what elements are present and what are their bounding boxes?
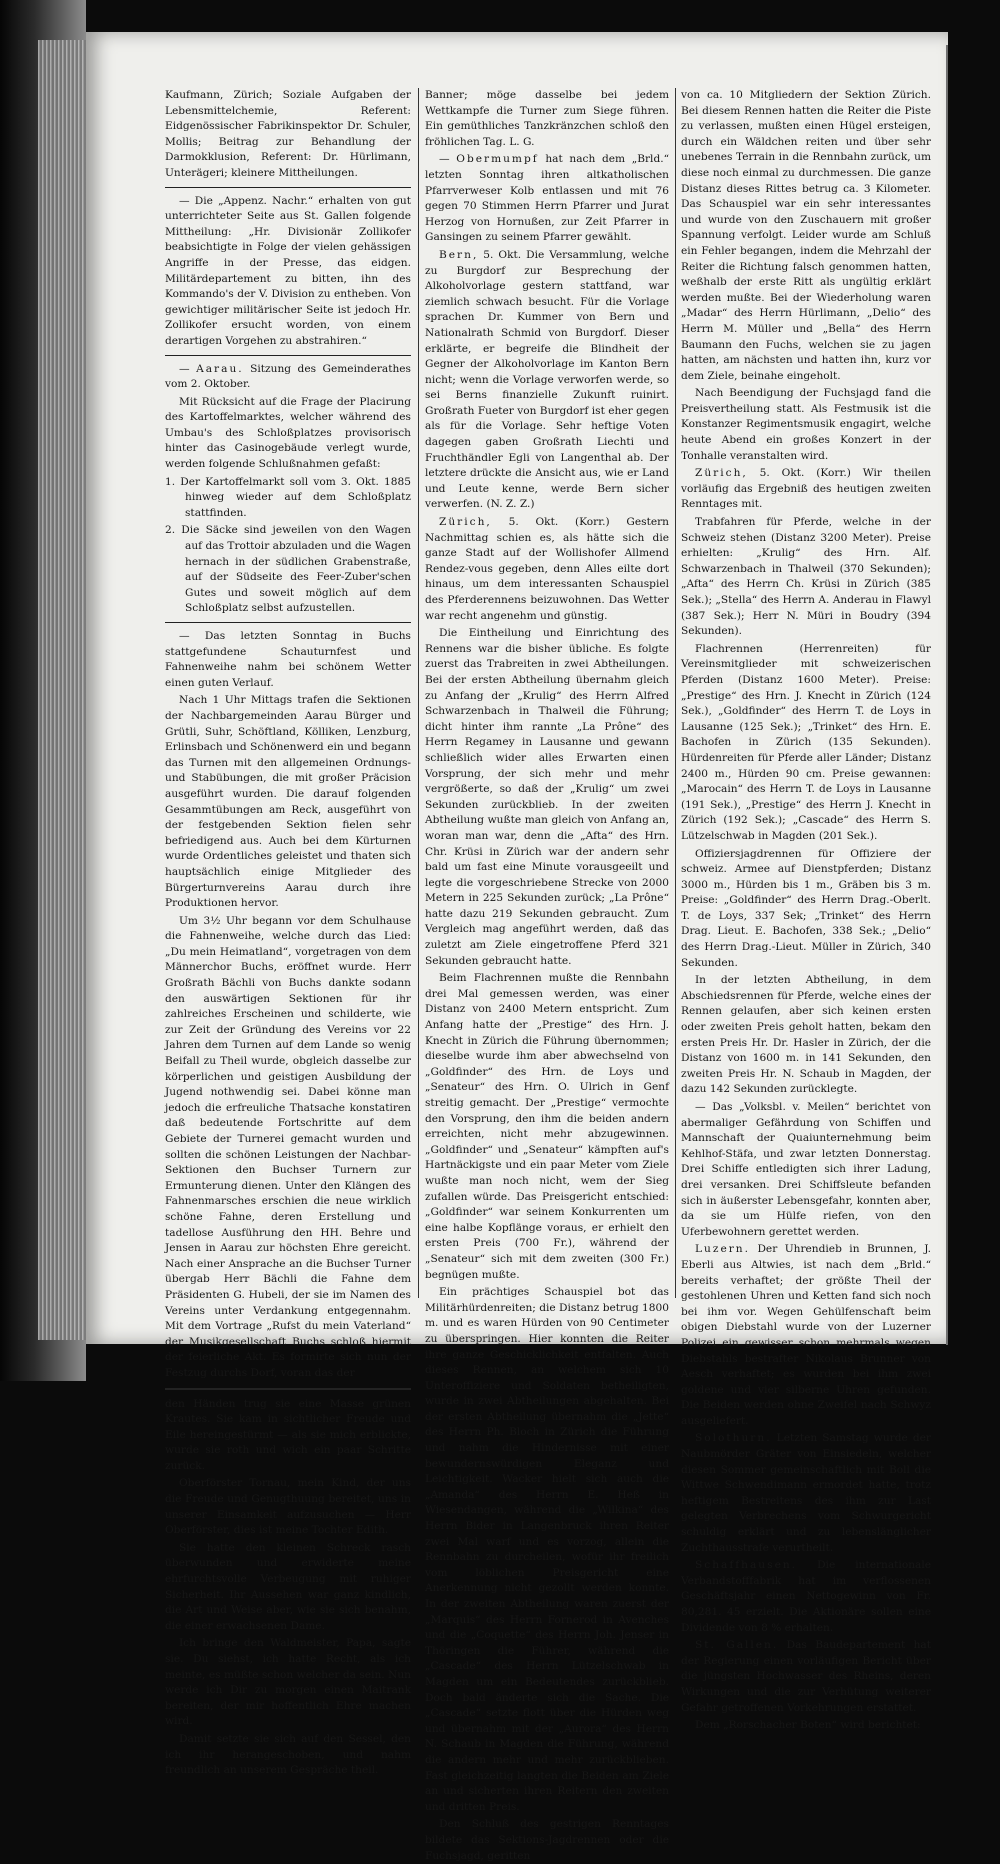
article-text: Den Schluß des gestrigen Renntages bildete das Sektions-Jagdrennen oder die Fuchsjagd, geritten: [425, 1818, 669, 1862]
feuilleton-text: Ich bringe den Waldmeister, Papa, sagte sie. Du siehst, ich hatte Recht, als ich meinte, es müßte schon welcher da sein. Nun werde ich Dir zu morgen einen Maitrank bereiten, der mir hoffentlich Ehre machen wird.: [165, 1637, 411, 1728]
article-text: Sitzung des Gemeinderathes vom 2. Oktober.: [165, 362, 411, 391]
article-text: — Die „Appenz. Nachr.“ erhalten von gut unterrichteter Seite aus St. Gallen folgende Mittheilung: „Hr. Divisionär Zollikofer beabsichtigte in Folge der vielen gehässigen Angriffe in der Presse, das eidgen. Militärdepartement zu bitten, ihn des Kommando's der V. Division zu entheben. Von gewichtiger militärischer Seite ist jedoch Hr. Zollikofer ersucht worden, von einem derartigen Vorgehen zu abstrahiren.“: [165, 194, 411, 347]
scan-background: [948, 0, 1000, 1381]
article-text: Der Uhrendieb in Brunnen, J. Eberli aus Altwies, ist nach dem „Brld.“ bereits verhaftet; der größte Theil der gestohlenen Uhren und Ketten fand sich noch bei ihm vor. Wegen Gehülfenschaft beim obigen Diebstahl wurde von der Luzerner Polizei ein gewisser schon mehrmals wegen Diebstahls bestrafter Nikolaus Brunner von Aesch verhaftet; es wurden bei ihm zwei goldene und vier silberne Uhren gefunden. Die Beiden werden ohne Zweifel nach Schwyz ausgeliefert.: [681, 1243, 931, 1427]
article-text: 5. Okt. Die Versammlung, welche zu Burgdorf zur Besprechung der Alkoholvorlage gestern stattfand, war ziemlich schwach besucht. Für die Vorlage sprachen Dr. Kummer von Bern und Nationalrath Schmid von Burgdorf. Dieser erklärte, er begreife die Blindheit der Gegner der Alkoholvorlage im Kanton Bern nicht; wenn die Vorlage verworfen werde, so sei Berns finanzielle Zukunft ruinirt. Großrath Fueter von Burgdorf ist eher gegen als für die Vorlage. Sehr heftige Voten dagegen gaben Großrath Liechti und Fruchthändler Egli von Langenthal ab. Der letztere drückte die Ansicht aus, wie er Land und Leute kenne, werde Bern sicher verwerfen. (N. Z. Z.): [425, 248, 669, 511]
divider: [165, 187, 411, 188]
feuilleton-text: den Händen trug sie eine Masse grünen Krautes. Sie kam in sichtlicher Freude und Eile hereingestürmt — als sie mich erblickte, wurde sie roth und wich ein paar Schritte zurück.: [165, 1397, 411, 1472]
article-text: von ca. 10 Mitgliedern der Sektion Zürich. Bei diesem Rennen hatten die Reiter die Piste zu verlassen, mußten einen Hügel ersteigen, durch ein Wäldchen reiten und über sehr unebenes Terrain in die Rennbahn zurück, um diese noch einmal zu durchmessen. Die ganze Distanz dieses Rittes betrug ca. 3 Kilometer. Das Schauspiel war ein sehr interessantes und wurde von den Zuschauern mit großer Spannung verfolgt. Leider wurde am Schluß ein Fehler begangen, indem die Mehrzahl der Reiter die Richtung falsch genommen hatten, weßhalb der erste Ritt als ungültig erklärt werden mußte. Bei der Wiederholung waren „Madar“ des Herrn Hürlimann, „Delio“ des Herrn M. Müller und „Bella“ des Herrn Baumann den Fuchs, welchen sie zu jagen hatten, am nächsten und hatten ihn, kurz vor dem Ziele, beinahe eingeholt.: [681, 89, 931, 382]
article-text: Dem „Rorschacher Boten“ wird berichtet:: [695, 1719, 921, 1732]
divider: [165, 355, 411, 356]
place-name: Obermumpf: [456, 153, 539, 166]
article-text: Beim Flachrennen mußte die Rennbahn drei Mal gemessen werden, was einer Distanz von 2400 Metern entspricht. Zum Anfang hatte der „Prestige“ des Hrn. J. Knecht in Zürich die Führung übernommen; dieselbe wurde ihm aber abwechselnd von „Goldfinder“ des Hrn. de Loys und „Senateur“ des Hrn. O. Ulrich in Genf streitig gemacht. Der „Prestige“ vermochte den Vorsprung, den ihm die beiden andern erreichten, nicht mehr abzugewinnen. „Goldfinder“ und „Senateur“ kämpften auf's Hartnäckigste und ein paar Meter vom Ziele wußte man noch nicht, wem der Sieg zufallen würde. Das Preisgericht entschied: „Goldfinder“ war seinem Konkurrenten um eine halbe Kopflänge voraus, er erhielt den ersten Preis (700 Fr.), während der „Senateur“ sich mit dem zweiten (300 Fr.) begnügen mußte.: [425, 972, 669, 1281]
divider: [165, 622, 411, 623]
place-name: Bern,: [439, 248, 479, 261]
column-rule-2: [675, 88, 676, 1298]
feuilleton-divider: [165, 1388, 411, 1390]
list-item: 2. Die Säcke sind jeweilen von den Wagen auf das Trottoir abzuladen und die Wagen hernach in der südlichen Grabenstraße, auf der Südseite des Feer-Zuber'schen Gutes und soweit möglich auf dem Schloßplatz selbst aufzustellen.: [165, 524, 411, 615]
article-text: Letzten Samstag wurde der Naubmörder Gräter von Einsiedeln, welcher diesen Sommer gemeinschaftlich mit Boll die Wittwe Schwendimann ermordet hatte, trotz heftigem Bestreitens des ihm zur Last gelegten Verbrechens vom Schwurgericht schuldig erklärt und zu lebenslänglicher Zuchthausstrafe verurtheilt.: [681, 1432, 931, 1554]
article-heading: [681, 1242, 931, 1429]
article-heading: [425, 515, 669, 624]
place-name: Luzern.: [695, 1243, 750, 1256]
feuilleton-text: Damit setzte sie sich auf den Sessel, den ich ihr herangeschoben, und nahm freundlich an unserem Gespräche theil.: [165, 1732, 411, 1777]
article-text: hat nach dem „Brld.“ letzten Sonntag ihren altkatholischen Pfarrverweser Kolb entlassen und mit 76 gegen 70 Stimmen Herrn Pfarrer und Jurat Herzog von Hornußen, zur Zeit Pfarrer in Gansingen zu seinem Pfarrer gewählt.: [425, 153, 670, 244]
article-text: — Das „Volksbl. v. Meilen“ berichtet von abermaliger Gefährdung von Schiffen und Mannschaft der Quaiunternehmung beim Kehlhof-Stäfa, und zwar letzten Donnerstag. Drei Schiffe entledigten sich ihrer Ladung, drei versanken. Drei Schiffsleute befanden sich in äußerster Lebensgefahr, konnten aber, da sie um Hülfe riefen, von den Uferbewohnern gerettet werden.: [681, 1101, 931, 1238]
article-text: Trabfahren für Pferde, welche in der Schweiz stehen (Distanz 3200 Meter). Preise erhielten: „Krulig“ des Hrn. Alf. Schwarzenbach in Thalweil (370 Sekunden); „Afta“ des Herrn Ch. Krüsi in Zürich (385 Sek.); „Stella“ des Herrn A. Anderau in Flawyl (387 Sek.); Herr N. Müri in Boudry (394 Sekunden).: [681, 516, 931, 638]
column-2: [425, 88, 670, 1862]
place-name: Schaffhausen.: [695, 1559, 798, 1572]
column-1: [165, 88, 411, 1777]
list-item: 1. Der Kartoffelmarkt soll vom 3. Okt. 1885 hinweg wieder auf dem Schloßplatz stattfinden.: [165, 475, 411, 519]
feuilleton-text: Oberförster Tornau, mein Kind, der uns die Freude und Genugthuung bereitet, uns in unserer Einsamkeit aufzusuchen — Herr Oberförster, dies ist meine Tochter Edith.: [165, 1477, 411, 1537]
article-text: Offiziersjagdrennen für Offiziere der schweiz. Armee auf Dienstpferden; Distanz 3000 m., Hürden bis 1 m., Gräben bis 3 m. Preise: „Goldfinder“ des Herrn Drag.-Oberlt. T. de Loys, 337 Sek; „Trinket“ des Herrn Drag. Lieut. E. Bachofen, 338 Sek.; „Delio“ des Herrn Drag.-Lieut. Müller in Zürich, 340 Sekunden.: [681, 847, 931, 969]
place-name: Zürich,: [439, 516, 492, 529]
article-text: Die internationale Verbandstofffabrik hat im verflossenen Geschäftsjahr einen Nettogewinn von Fr. 80,281. 45 erzielt. Die Aktionäre sollen eine Dividende von 8 % erhalten.: [681, 1559, 931, 1634]
book-spine: [0, 0, 86, 1381]
page-edges: [38, 40, 86, 1340]
article-text: 5. Okt. (Korr.) Gestern Nachmittag schien es, als hätte sich die ganze Stadt auf der Wollishofer Allmend Rendez-vous gegeben, denn Alles eilte dort hinaus, um dem interessanten Schauspiel des Pferderennens beizuwohnen. Das Wetter war recht angenehm und günstig.: [425, 516, 669, 622]
article-heading: [425, 248, 669, 513]
article-text: In der letzten Abtheilung, in dem Abschiedsrennen für Pferde, welche eines der Rennen gelaufen, aber sich keinen ersten oder zweiten Preis geholt hatten, bekam den ersten Preis Hr. Dr. Hasler in Zürich, der die Distanz von 1600 m. in 141 Sekunden, den zweiten Preis Hr. N. Schaub in Magden, der dazu 142 Sekunden zurücklegte.: [681, 974, 931, 1096]
place-name: St. Gallen.: [695, 1639, 779, 1652]
place-name: Solothurn.: [695, 1432, 772, 1445]
article-heading: — Aarau. Sitzung des Gemeinderathes vom 2. Oktober.: [165, 362, 411, 391]
article-text: Mit Rücksicht auf die Frage der Placirung des Kartoffelmarktes, welcher während des Umbau's des Schloßplatzes provisorisch hinter das Casinogebäude verlegt wurde, werden folgende Schlußnahmen gefaßt:: [165, 395, 411, 471]
article-text: Ein prächtiges Schauspiel bot das Militärhürdenreiten; die Distanz betrug 1800 m. und es waren Hürden von 90 Centimeter zu überspringen. Hier konnten die Reiter ihre ganze Geschicklichkeit entfalten. Auch dieses Rennen, an welchem sich 10 Unteroffiziere und Soldaten betheiligten, wurde in zwei Abtheilungen abgehalten. Bei der ersten Abtheilung übernahm die „Jette“ des Herrn Ph. Bloch in Zürich die Führung und nahm die Hindernisse mit einer bewundernswürdigen Eleganz und Leichtigkeit. Wacker hielt sich auch die „Amanda“ des Herrn E. Heß in Wiesendangen, während die „Wilkina“ des Herrn Bider in Langenbruck ihren Reiter zwei Mal warf und es vorzog, allein die Rennbahn zu durcheilen, wofür ihr freilich vom löblichen Preisgericht eine Anerkennung nicht gezollt werden konnte. In der zweiten Abtheilung waren zuerst der „Marquis“ des Herrn Fornerod in Avenches und die „Coquette“ des Herrn Joh. Jenser in Thöringen die Führer, während die „Cascade“ des Herrn Lützelschwab in Magden um ein Bedeutendes zurückblieb. Doch bald änderte sich die Sache. Die „Cascade“ setzte flott über die Hürden weg und übernahm mit der „Aurora“ des Herrn N. Schaub in Magden die Führung, während die andern mehr und mehr zurückblieben. Fast gleichzeitig langten die Beiden am Ziele an und sicherten ihren Reitern den zweiten und dritten Preis.: [425, 1286, 670, 1813]
article-heading: [681, 1638, 931, 1716]
article-text: Um 3½ Uhr begann vor dem Schulhause die Fahnenweihe, welche durch das Lied: „Du mein Heimatland“, vorgetragen von dem Männerchor Buchs, eröffnet wurde. Herr Großrath Bächli von Buchs dankte sodann den auswärtigen Sektionen für ihr zahlreiches Erscheinen und schilderte, wie zur Zeit der Gründung des Vereins vor 22 Jahren dem Turnen auf dem Lande so wenig Beifall zu Theil wurde, obgleich dasselbe zur körperlichen und geistigen Ausbildung der Jugend nothwendig sei. Dabei könne man jedoch die erfreuliche Thatsache konstatiren daß bedeutende Fortschritte auf dem Gebiete der Turnerei gemacht wurden und sollten die schönen Leistungen der Nachbar-Sektionen den Buchser Turnern zur Ermunterung dienen. Unter den Klängen des Fahnenmarsches erschien die neue wirklich schöne Fahne, deren Erstellung und tadellose Ausführung den HH. Behre und Jensen in Aarau zur höchsten Ehre gereicht. Nach einer Ansprache an die Buchser Turner übergab Herr Bächli die Fahne dem Präsidenten G. Hubeli, der sie im Namen des Vereins unter Verdankung entgegennahm. Mit dem Vortrage „Rufst du mein Vaterland“ der Musikgesellschaft Buchs schloß hiermit der feierliche Akt. Es formirte sich nun der Festzug durchs Dorf, voran das der: [165, 914, 411, 1379]
article-text: 5. Okt. (Korr.) Wir theilen vorläufig das Ergebniß des heutigen zweiten Renntages mit.: [681, 467, 931, 511]
column-3: [681, 88, 932, 1732]
place-name: Aarau.: [196, 362, 244, 375]
feuilleton-text: Sie hatte den kleinen Schreck rasch überwunden und erwiderte meine ehrfurchtsvolle Verbeugung mit ruhiger Sicherheit. Ihr Aussehen war ganz kindlich, die Art und Weise aber, wie sie sich benahm, die einer erwachsenen Dame.: [165, 1541, 411, 1632]
article-text: Das Baudepartement hat der Regierung einen vorläufigen Bericht über die jüngsten Hochwasser des Rheins, deren Wirkungen und die zur Verhütung weiterer Gefahr getroffenen Vorkehrungen erstattet.: [681, 1639, 932, 1714]
column-rule-1: [418, 88, 419, 1298]
article-heading: [681, 466, 931, 513]
article-text: Die Eintheilung und Einrichtung des Rennens war die bisher übliche. Es folgte zuerst das Trabreiten in zwei Abtheilungen. Bei der ersten Abtheilung übernahm gleich zu Anfang der „Krulig“ des Herrn Alfred Schwarzenbach in Thalweil die Führung; dicht hinter ihm rannte „La Prône“ des Herrn Regamey in Lausanne und gewann schließlich wider alles Erwarten einen Vorsprung, der sich mehr und mehr vergrößerte, so daß der „Krulig“ um zwei Sekunden zurückblieb. In der zweiten Abtheilung wußte man gleich von Anfang an, woran man war, denn die „Afta“ des Hrn. Chr. Krüsi in Zürich war der andern sehr bald um fast eine Minute vorausgeeilt und legte die vorgeschriebene Strecke von 2000 Metern in 225 Sekunden zurück; „La Prône“ hatte dazu 219 Sekunden gebraucht. Zum Vergleich mag angeführt werden, daß das zuletzt am Ziele eingetroffene Pferd 321 Sekunden gebraucht hatte.: [425, 627, 669, 967]
article-text: — Das letzten Sonntag in Buchs stattgefundene Schauturnfest und Fahnenweihe nahm bei schönem Wetter einen guten Verlauf.: [165, 630, 411, 689]
article-text: Nach 1 Uhr Mittags trafen die Sektionen der Nachbargemeinden Aarau Bürger und Grütli, Suhr, Schöftland, Kölliken, Lenzburg, Erlinsbach und Schönenwerd ein und begann das Turnen mit den allgemeinen Ordnungs- und Stabübungen, die mit großer Präcision ausgeführt wurden. Die darauf folgenden Gesammtübungen am Reck, ausgeführt von der festgebenden Sektion fielen sehr befriedigend aus. Auch bei dem Kürturnen wurde Ordentliches geleistet und thaten sich hauptsächlich einige Mitglieder des Bürgerturnvereins Aarau durch ihre Produktionen hervor.: [165, 694, 411, 910]
article-text: Nach Beendigung der Fuchsjagd fand die Preisvertheilung statt. Als Festmusik ist die Konstanzer Regimentsmusik engagirt, welche heute Abend ein großes Konzert in der Tonhalle veranstalten wird.: [681, 387, 931, 462]
article-text: Banner; möge dasselbe bei jedem Wettkampfe die Turner zum Siege führen. Ein gemüthliches Tanzkränzchen schloß den fröhlichen Tag. L. G.: [425, 89, 669, 148]
article-text: Flachrennen (Herrenreiten) für Vereinsmitglieder mit schweizerischen Pferden (Distanz 1600 Meter). Preise: „Prestige“ des Hrn. J. Knecht in Zürich (124 Sek.), „Goldfinder“ des Herrn T. de Loys in Lausanne (125 Sek.); „Trinket“ des Hrn. E. Bachofen in Zürich (135 Sekunden). Hürdenreiten für Pferde aller Länder; Distanz 2400 m., Hürden 90 cm. Preise gewannen: „Marocain“ des Herrn T. de Loys in Lausanne (191 Sek.), „Prestige“ des Herrn J. Knecht in Zürich (192 Sek.); „Cascade“ des Herrn S. Lützelschwab in Magden (201 Sek.).: [681, 642, 931, 842]
article-heading: [681, 1431, 931, 1556]
article-heading: [681, 1558, 931, 1636]
place-name: Zürich,: [695, 467, 748, 480]
article-text: Kaufmann, Zürich; Soziale Aufgaben der Lebensmittelchemie, Referent: Eidgenössischer Fabrikinspektor Dr. Schuler, Mollis; Beitrag zur Behandlung der Darmokklusion, Referent: Dr. Hürlimann, Unterägeri; kleinere Mittheilungen.: [165, 89, 411, 179]
article-heading: — Obermumpf hat nach dem „Brld.“ letzten Sonntag ihren altkatholischen Pfarrverweser Kolb entlassen und mit 76 gegen 70 Stimmen Herrn Pfarrer und Jurat Herzog von Hornußen, zur Zeit Pfarrer in Gansingen zu seinem Pfarrer gewählt.: [425, 153, 670, 244]
